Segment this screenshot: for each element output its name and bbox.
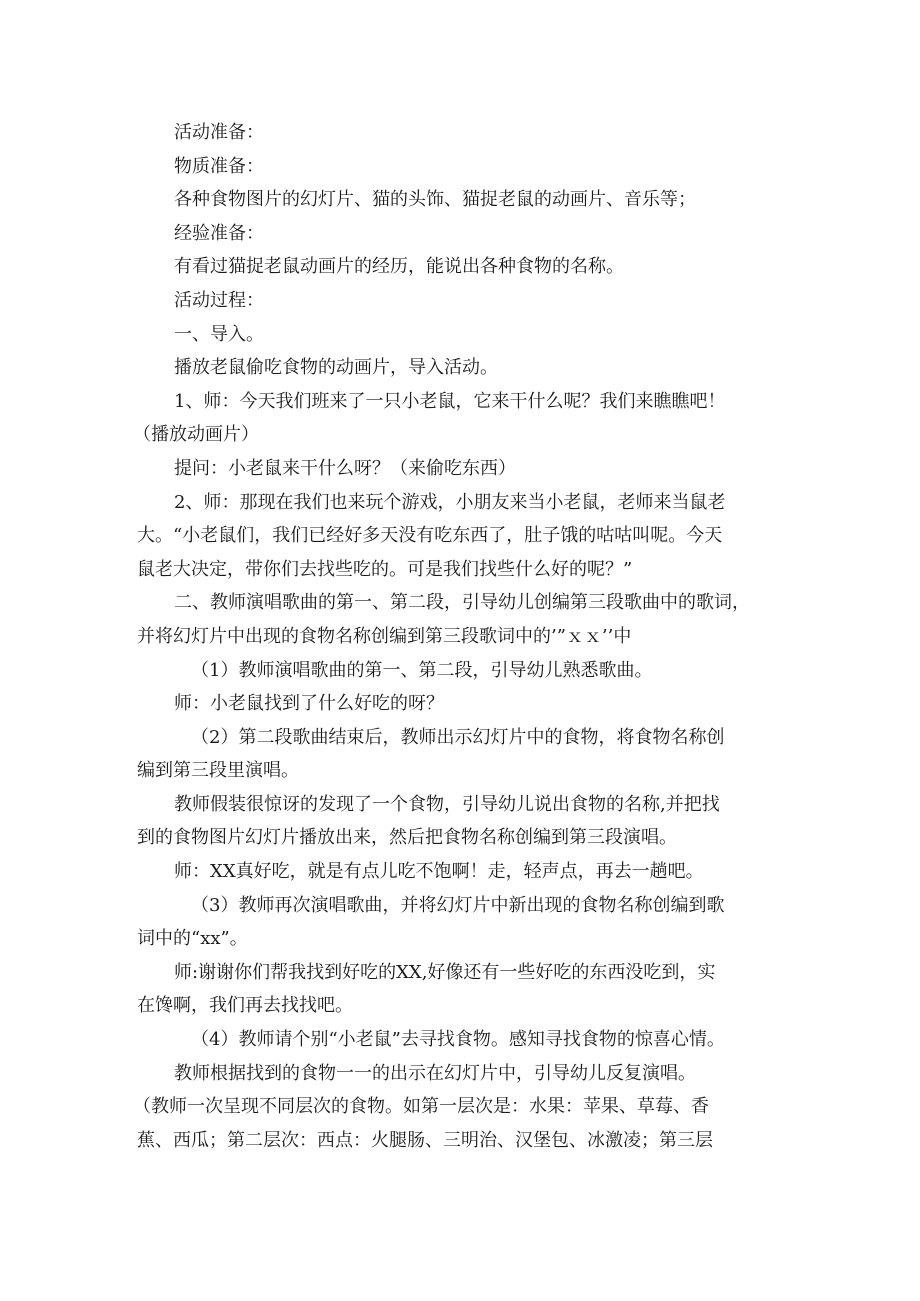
heading-activity-process: 活动过程： — [174, 289, 264, 311]
heading-experience-preparation: 经验准备： — [174, 222, 264, 244]
text-line: 编到第三段里演唱。 — [137, 760, 299, 782]
text-line: 并将幻灯片中出现的食物名称创编到第三段歌词中的’”ｘｘ’’中 — [137, 625, 632, 647]
text-line: 1、师：今天我们班来了一只小老鼠，它来干什么呢？我们来瞧瞧吧！ — [174, 390, 726, 412]
text-line: 师：XX真好吃，就是有点儿吃不饱啊！走，轻声点，再去一趟吧。 — [174, 861, 704, 883]
text-line: 大。“小老鼠们，我们已经好多天没有吃东西了，肚子饿的咕咕叫呢。今天 — [137, 525, 723, 547]
text-line: 到的食物图片幻灯片播放出来，然后把食物名称创编到第三段演唱。 — [137, 827, 677, 849]
text-line: 鼠老大决定，带你们去找些吃的。可是我们找些什么好的呢？” — [137, 558, 633, 580]
text-line: （2）第二段歌曲结束后，教师出示幻灯片中的食物，将食物名称创 — [191, 726, 725, 748]
text-line: 师：小老鼠找到了什么好吃的呀？ — [174, 693, 444, 715]
text-line: 各种食物图片的幻灯片、猫的头饰、猫捉老鼠的动画片、音乐等； — [174, 189, 696, 211]
text-line: 教师根据找到的食物一一的出示在幻灯片中，引导幼儿反复演唱。 — [174, 1062, 696, 1084]
text-line: 播放老鼠偷吃食物的动画片，导入活动。 — [174, 357, 498, 379]
section-heading-teacher-singing: 二、教师演唱歌曲的第一、第二段，引导幼儿创编第三段歌曲中的歌词， — [174, 592, 750, 614]
document-body — [133, 116, 809, 1157]
heading-material-preparation: 物质准备： — [174, 155, 264, 177]
text-line: （教师一次呈现不同层次的食物。如第一层次是：水果：苹果、草莓、香 — [133, 1096, 709, 1118]
text-line: （播放动画片） — [133, 424, 259, 446]
section-heading-intro: 一、导入。 — [174, 323, 264, 345]
text-line: （4）教师请个别“小老鼠”去寻找食物。感知寻找食物的惊喜心情。 — [191, 1029, 725, 1051]
text-line: 蕉、西瓜；第二层次：西点：火腿肠、三明治、汉堡包、冰激凌；第三层 — [137, 1129, 713, 1151]
text-line: 2、师：那现在我们也来玩个游戏，小朋友来当小老鼠，老师来当鼠老 — [174, 491, 726, 513]
text-line: （1）教师演唱歌曲的第一、第二段，引导幼儿熟悉歌曲。 — [191, 659, 653, 681]
heading-activity-preparation: 活动准备： — [174, 122, 264, 143]
text-line: （3）教师再次演唱歌曲，并将幻灯片中新出现的食物名称创编到歌 — [191, 894, 725, 916]
text-line: 教师假装很惊讶的发现了一个食物，引导幼儿说出食物的名称,并把找 — [174, 793, 720, 815]
text-line: 师:谢谢你们帮我找到好吃的XX,好像还有一些好吃的东西没吃到，实 — [174, 961, 716, 983]
text-line: 词中的“xx”。 — [137, 928, 248, 950]
text-line: 有看过猫捉老鼠动画片的经历，能说出各种食物的名称。 — [174, 256, 624, 278]
text-line: 在馋啊，我们再去找找吧。 — [137, 995, 353, 1017]
text-line: 提问：小老鼠来干什么呀？（来偷吃东西） — [174, 457, 516, 479]
